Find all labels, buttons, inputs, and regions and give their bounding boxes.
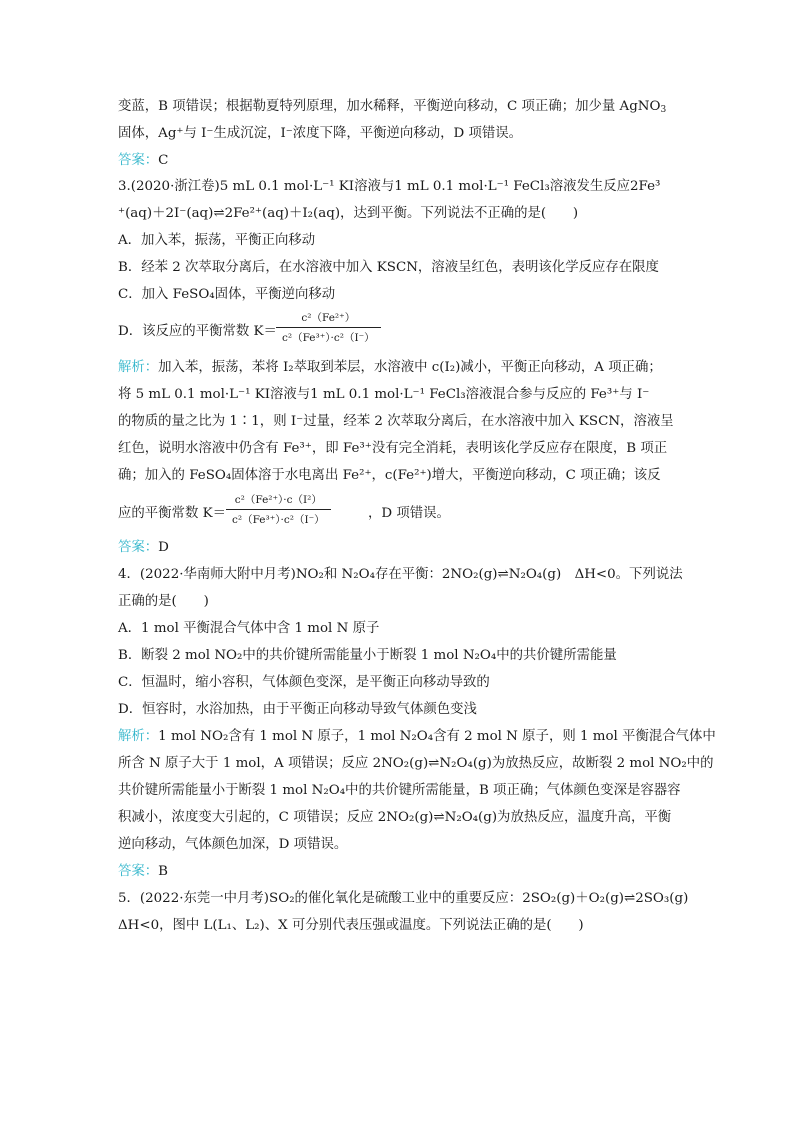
analysis-label: 解析： <box>118 360 159 375</box>
question-4-option-c: C．恒温时，缩小容积，气体颜色变深，是平衡正向移动导致的 <box>118 675 490 690</box>
analysis-line: 解析：加入苯，振荡，苯将 I₂萃取到苯层，水溶液中 c(I₂)减小，平衡正向移动，A 项正确； <box>118 360 662 375</box>
question-5-stem: 5．(2022·东莞一中月考)SO₂的催化氧化是硫酸工业中的重要反应：2SO₂(g)＋O₂(g)⇌2SO₃(g) <box>118 891 689 906</box>
analysis-line: 解析：1 mol NO₂含有 1 mol N 原子，1 mol N₂O₄含有 2 mol N 原子，则 1 mol 平衡混合气体中 <box>118 729 716 744</box>
question-4-stem: 4．(2022·华南师大附中月考)NO₂和 N₂O₄存在平衡：2NO₂(g)⇌N₂O₄(g) ΔH<0。下列说法 <box>118 567 683 582</box>
answer-line: 答案：C <box>118 153 169 168</box>
question-3-stem: ⁺(aq)＋2I⁻(aq)⇌2Fe²⁺(aq)＋I₂(aq)，达到平衡。下列说法不正确的是( ) <box>118 206 579 221</box>
answer-label: 答案： <box>118 540 159 555</box>
equilibrium-constant-fraction <box>276 310 381 345</box>
analysis-line: 所含 N 原子大于 1 mol，A 项错误；反应 2NO₂(g)⇌N₂O₄(g)为放热反应，故断裂 2 mol NO₂中的 <box>118 756 714 771</box>
question-4-option-b: B．断裂 2 mol NO₂中的共价键所需能量小于断裂 1 mol N₂O₄中的共价键所需能量 <box>118 648 617 663</box>
analysis-line: 共价键所需能量小于断裂 1 mol N₂O₄中的共价键所需能量，B 项正确；气体颜色变深是容器容 <box>118 783 681 798</box>
analysis-line: 变蓝，B 项错误；根据勒夏特列原理，加水稀释，平衡逆向移动，C 项正确；加少量 AgNO$_3$ <box>118 99 667 115</box>
analysis-line: 将 5 mL 0.1 mol·L⁻¹ KI溶液与1 mL 0.1 mol·L⁻¹ FeCl₃溶液混合参与反应的 Fe³⁺与 I⁻ <box>118 387 650 402</box>
answer-label: 答案： <box>118 864 159 879</box>
question-3-stem: 3.(2020·浙江卷)5 mL 0.1 mol·L⁻¹ KI溶液与1 mL 0.1 mol·L⁻¹ FeCl₃溶液发生反应2Fe³ <box>118 179 661 194</box>
answer-line: 答案：B <box>118 864 169 879</box>
analysis-line: 红色，说明水溶液中仍含有 Fe³⁺，即 Fe³⁺没有完全消耗，表明该化学反应存在限度，B 项正 <box>118 441 668 456</box>
question-4-option-a: A．1 mol 平衡混合气体中含 1 mol N 原子 <box>118 621 380 636</box>
question-3-option-a: A．加入苯，振荡，平衡正向移动 <box>118 233 316 248</box>
analysis-line: 逆向移动，气体颜色加深，D 项错误。 <box>118 837 348 852</box>
equilibrium-constant-fraction <box>226 492 331 527</box>
question-4-stem: 正确的是( ) <box>118 594 209 609</box>
question-3-option-c: C．加入 FeSO₄固体，平衡逆向移动 <box>118 287 336 302</box>
analysis-label: 解析： <box>118 729 159 744</box>
analysis-line: 确；加入的 FeSO₄固体溶于水电离出 Fe²⁺，c(Fe²⁺)增大，平衡逆向移动，C 项正确；该反 <box>118 468 661 483</box>
answer-line: 答案：D <box>118 540 169 555</box>
analysis-line: 积减小，浓度变大引起的，C 项错误；反应 2NO₂(g)⇌N₂O₄(g)为放热反应，温度升高，平衡 <box>118 810 672 825</box>
analysis-line: 固体，Ag⁺与 I⁻生成沉淀，I⁻浓度下降，平衡逆向移动，D 项错误。 <box>118 126 523 141</box>
analysis-line: 的物质的量之比为 1∶1，则 I⁻过量，经苯 2 次萃取分离后，在水溶液中加入 KSCN，溶液呈 <box>118 414 674 429</box>
question-3-option-d: D．该反应的平衡常数 K＝ <box>118 324 277 339</box>
question-3-option-b: B．经苯 2 次萃取分离后，在水溶液中加入 KSCN，溶液呈红色，表明该化学反应存在限度 <box>118 260 659 275</box>
question-5-stem: ΔH<0，图中 L(L₁、L₂)、X 可分别代表压强或温度。下列说法正确的是( ) <box>118 918 584 933</box>
fraction-numerator: c²（Fe²⁺） <box>276 310 381 328</box>
fraction-denominator: c²（Fe³⁺）·c²（I⁻） <box>282 332 375 344</box>
fraction-denominator: c²（Fe³⁺）·c²（I⁻） <box>232 514 325 526</box>
analysis-line: 应的平衡常数 K＝ <box>118 506 226 521</box>
fraction-numerator: c²（Fe²⁺）·c（I²） <box>226 492 331 510</box>
answer-label: 答案： <box>118 153 159 168</box>
analysis-line-suffix: ，D 项错误。 <box>368 506 450 521</box>
question-4-option-d: D．恒容时，水浴加热，由于平衡正向移动导致气体颜色变浅 <box>118 702 477 717</box>
